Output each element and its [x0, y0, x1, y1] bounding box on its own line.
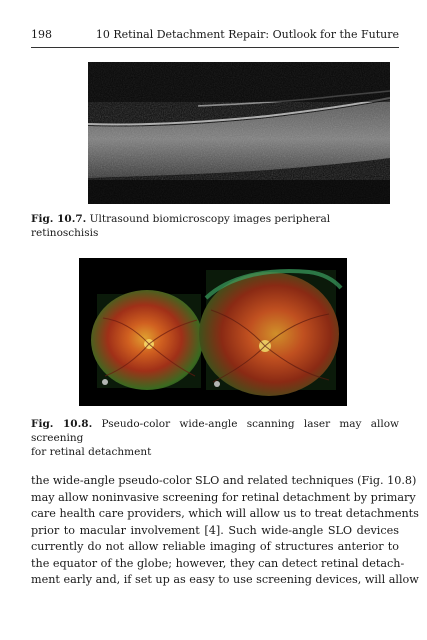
- figure-caption-10-8: [31, 417, 399, 459]
- body-line: the equator of the globe; however, they can detect retinal detach-: [31, 556, 405, 570]
- body-line: care health care providers, which will allow us to treat detachments: [31, 507, 419, 520]
- figure-caption-text: Pseudo-color wide-angle scanning laser may allow screening: [31, 418, 400, 444]
- body-line: may allow noninvasive screening for retinal detachment by primary: [31, 490, 416, 504]
- running-header: [31, 28, 399, 46]
- page-number: 198: [31, 28, 52, 41]
- body-paragraph: [31, 473, 419, 589]
- ultrasound-image: [88, 62, 390, 204]
- figure-caption-text: Ultrasound biomicroscopy images peripheral retinoschisis: [31, 213, 331, 239]
- body-line: prior to macular involvement [4]. Such wide-angle SLO devices: [31, 523, 399, 537]
- fundus-photo-pair: [79, 258, 347, 406]
- ultrasound-image-graphic: [88, 62, 390, 204]
- header-rule: [31, 47, 399, 48]
- figure-label: Fig. 10.8.: [31, 418, 93, 430]
- body-line: ment early and, if set up as easy to use screening devices, will allow: [31, 573, 419, 586]
- figure-label: Fig. 10.7.: [31, 213, 87, 225]
- body-line: the wide-angle pseudo-color SLO and related techniques (Fig. 10.8): [31, 474, 417, 487]
- running-title: 10 Retinal Detachment Repair: Outlook for the Future: [95, 28, 399, 41]
- figure-caption-10-7: [31, 212, 399, 240]
- figure-caption-text-2: for retinal detachment: [31, 446, 152, 458]
- fundus-photos-graphic: [79, 258, 347, 406]
- body-line: currently do not allow reliable imaging of structures anterior to: [31, 540, 399, 553]
